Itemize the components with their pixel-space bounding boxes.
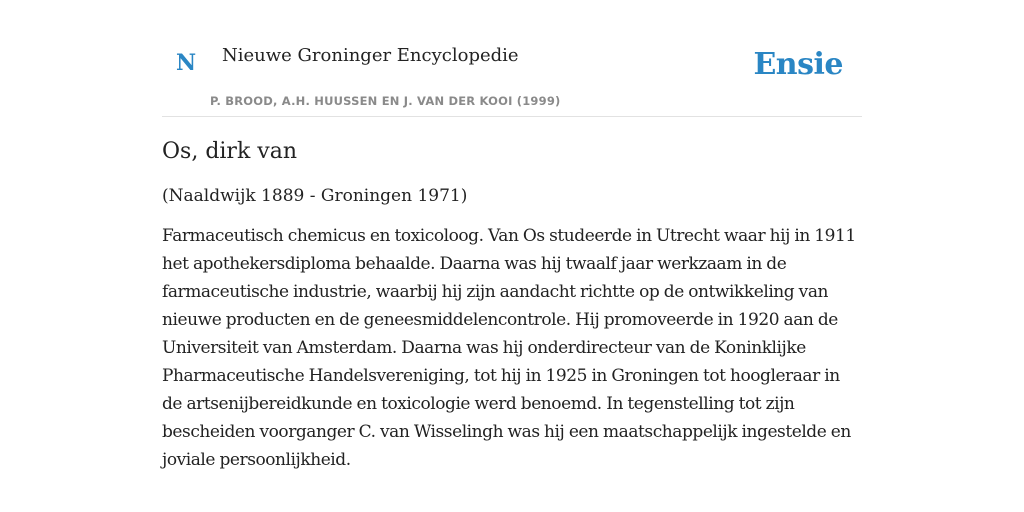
ensie-logo[interactable]: Ensie (753, 47, 843, 82)
encyclopedia-logo[interactable]: N (176, 50, 197, 76)
entry-title: Os, dirk van (162, 139, 297, 164)
entry-content (162, 138, 862, 474)
entry-subtitle: (Naaldwijk 1889 - Groningen 1971) (162, 185, 468, 206)
encyclopedia-header (162, 0, 862, 117)
encyclopedia-title[interactable]: Nieuwe Groninger Encyclopedie (222, 45, 519, 66)
entry-body: Farmaceutisch chemicus en toxicoloog. Van Os studeerde in Utrecht waar hij in 1911 het apothekersdiploma behaalde. Daarna was hij twaalf jaar werkzaam in de farmaceutische industrie, waarbij hij zijn aandacht richtte op de ontwikkeling van nieuwe producten en de geneesmiddelencontrole. Hij promoveerde in 1920 aan de Universiteit van Amsterdam. Daarna was hij onderdirecteur van de Koninklijke Pharmaceutische Handelsvereniging, tot hij in 1925 in Groningen tot hoogleraar in de artsenijbereidkunde en toxicologie werd benoemd. In tegenstelling tot zijn bescheiden voorganger C. van Wisselingh was hij een maatschappelijk ingestelde en joviale persoonlijkheid. (162, 225, 856, 470)
encyclopedia-authors: P. BROOD, A.H. HUUSSEN EN J. VAN DER KOOI (1999) (210, 94, 561, 108)
